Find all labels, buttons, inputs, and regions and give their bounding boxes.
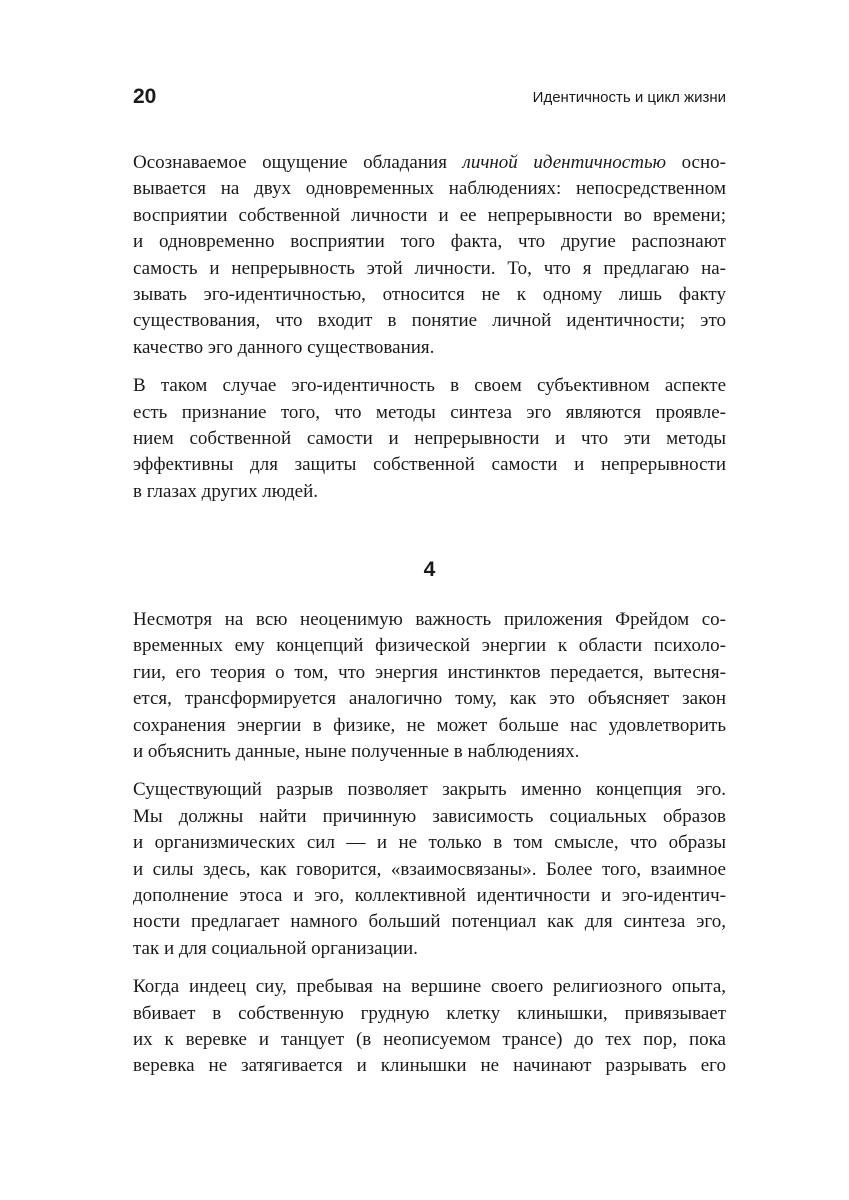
text-line: эффективны для защиты собственной самости и непрерывности — [133, 454, 726, 476]
text-line: есть признание того, что методы синтеза эго являются проявле- — [133, 401, 726, 423]
paragraph-2 — [133, 373, 726, 505]
text-line: качество эго данного существования. — [133, 336, 435, 358]
running-head: Идентичность и цикл жизни — [532, 89, 726, 106]
text-line: и одновременно восприятии того факта, что другие распознают — [133, 231, 726, 253]
text-line: восприятии собственной личности и ее непрерывности во времени; — [133, 204, 726, 226]
text-line: веревка не затягивается и клинышки не начинают разрывать его — [133, 1055, 726, 1077]
text-line: и объяснить данные, ныне полученные в наблюдениях. — [133, 741, 580, 763]
text-line: и силы здесь, как говорится, «взаимосвязаны». Более того, взаимное — [133, 858, 726, 880]
text-line: ется, трансформируется аналогично тому, как это объясняет закон — [133, 688, 726, 710]
text-line: их к веревке и танцует (в неописуемом трансе) до тех пор, пока — [133, 1028, 726, 1050]
text-line: сохранения энергии в физике, не может больше нас удовлетворить — [133, 714, 726, 736]
text-line: в глазах других людей. — [133, 480, 319, 502]
text-line: гии, его теория о том, что энергия инстинктов передается, вытесня- — [133, 661, 726, 683]
body-text — [133, 150, 726, 1092]
page-number: 20 — [133, 85, 157, 108]
paragraph-1 — [133, 150, 726, 361]
text-line: так и для социальной организации. — [133, 937, 418, 959]
text-line: вывается на двух одновременных наблюдениях: непосредственном — [133, 178, 726, 200]
text-line: Несмотря на всю неоценимую важность приложения Фрейдом со- — [133, 609, 726, 631]
section-number: 4 — [423, 558, 436, 582]
text-line: нием собственной самости и непрерывности и что эти методы — [133, 427, 726, 449]
text-line: и организмических сил — и не только в том смысле, что образы — [133, 832, 726, 854]
paragraph-4 — [133, 777, 726, 962]
text-line: Мы должны найти причинную зависимость социальных образов — [133, 805, 726, 827]
text-line: зывать эго-идентичностью, относится не к одному лишь факту — [133, 283, 726, 305]
text-line: ности предлагает намного больший потенциал как для синтеза эго, — [133, 911, 726, 933]
text-line: временных ему концепций физической энергии к области психоло- — [133, 635, 726, 657]
emphasis: личной идентичностью — [462, 152, 666, 173]
text-line: В таком случае эго-идентичность в своем субъективном аспекте — [133, 375, 726, 397]
text-line: существования, что входит в понятие личной идентичности; это — [133, 310, 726, 332]
text-line: дополнение этоса и эго, коллективной идентичности и эго-идентич- — [133, 884, 726, 906]
paragraph-3 — [133, 607, 726, 765]
paragraph-5 — [133, 974, 726, 1080]
text-line: Осознаваемое ощущение обладания личной идентичностью осно- — [133, 152, 726, 173]
text-line: Существующий разрыв позволяет закрыть именно концепция эго. — [133, 779, 726, 801]
text-line: вбивает в собственную грудную клетку клинышки, привязывает — [133, 1002, 726, 1024]
text-line: самость и непрерывность этой личности. То, что я предлагаю на- — [133, 257, 726, 279]
text-line: Когда индеец сиу, пребывая на вершине своего религиозного опыта, — [133, 976, 726, 998]
